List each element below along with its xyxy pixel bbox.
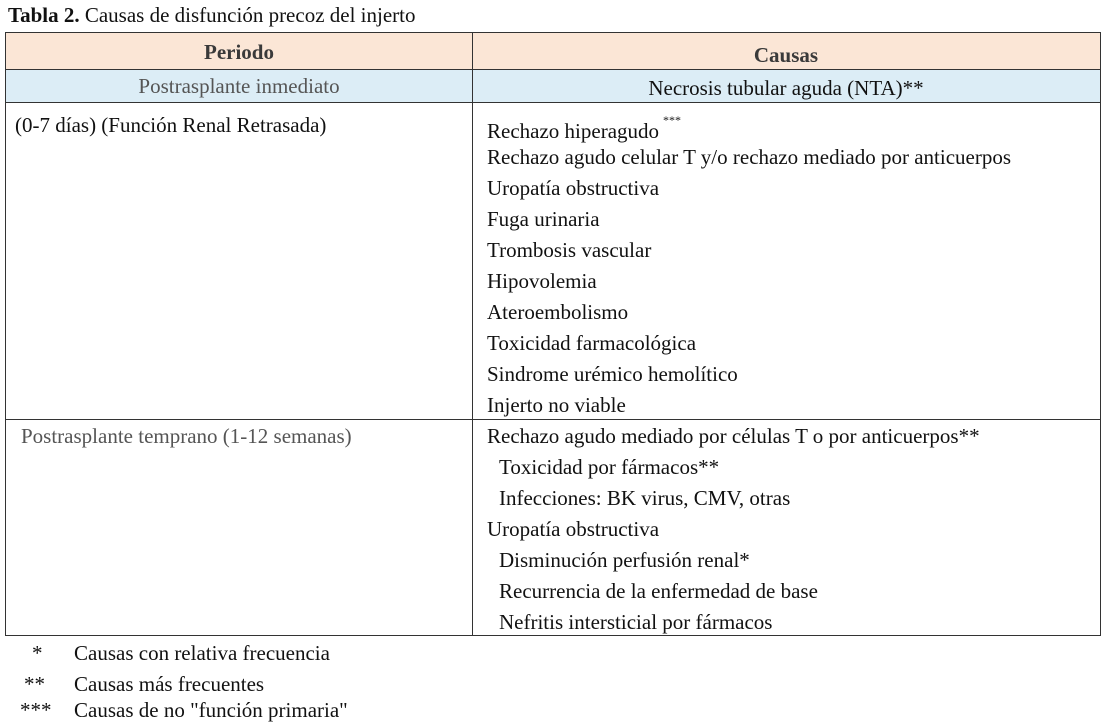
list-item: Nefritis intersticial por fármacos (499, 610, 773, 634)
row1-causes (487, 111, 1011, 421)
caption-label: Tabla 2. (8, 3, 80, 27)
list-item: Fuga urinaria (487, 207, 600, 231)
header-period: Periodo (204, 40, 274, 64)
footnote-symbol: ** (24, 672, 45, 696)
footnote-text: Causas más frecuentes (74, 672, 265, 696)
row1-period: (0-7 días) (Función Renal Retrasada) (15, 113, 327, 137)
column-divider (472, 33, 473, 635)
row2-causes (487, 421, 980, 638)
list-item: Uropatía obstructiva (487, 176, 660, 200)
list-item: Disminución perfusión renal* (499, 548, 750, 572)
footnote-text: Causas de no "función primaria" (74, 698, 348, 722)
caption-title: Causas de disfunción precoz del injerto (84, 3, 416, 27)
list-item: Ateroembolismo (487, 300, 629, 324)
list-item: Infecciones: BK virus, CMV, otras (499, 486, 791, 510)
table-caption (8, 3, 416, 27)
footnote-mark: *** (663, 113, 682, 127)
list-item: Sindrome urémico hemolítico (487, 362, 738, 386)
subheader-period: Postrasplante inmediato (138, 74, 340, 98)
list-item: Trombosis vascular (487, 238, 652, 262)
causes-table (5, 32, 1101, 636)
header-causes: Causas (753, 43, 819, 67)
list-item: Injerto no viable (487, 393, 626, 417)
list-item: Recurrencia de la enfermedad de base (499, 579, 818, 603)
list-item: Uropatía obstructiva (487, 517, 660, 541)
footnote-symbol: *** (20, 698, 52, 722)
list-item: Rechazo agudo mediado por células T o por anticuerpos** (487, 424, 980, 448)
list-item: Toxicidad por fármacos** (499, 455, 720, 479)
footnote-text: Causas con relativa frecuencia (74, 641, 330, 665)
list-item: Toxicidad farmacológica (487, 331, 697, 355)
list-item: Hipovolemia (487, 269, 597, 293)
row2-period: Postrasplante temprano (1-12 semanas) (21, 424, 352, 448)
list-item: Rechazo hiperagudo *** (487, 113, 682, 143)
footnote-symbol: * (32, 641, 43, 665)
subheader-cause: Necrosis tubular aguda (NTA)** (648, 76, 924, 100)
list-item: Rechazo agudo celular T y/o rechazo mediado por anticuerpos (487, 145, 1012, 169)
